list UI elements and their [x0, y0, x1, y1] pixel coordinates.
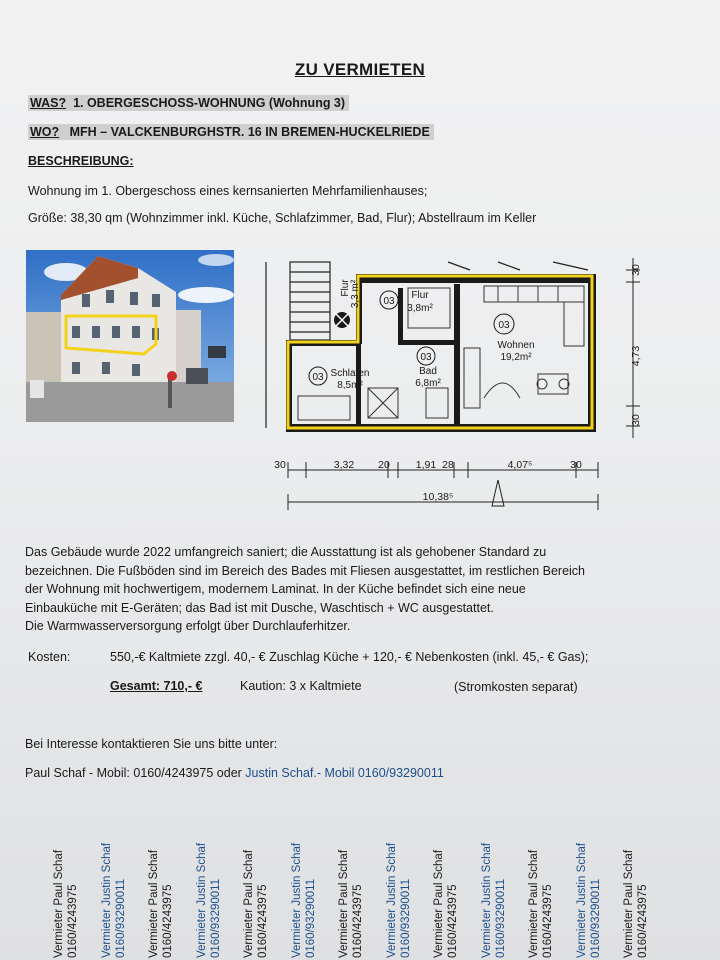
room-flur-1-area: 3,3 m² — [350, 279, 361, 309]
room-flur-2-name: Flur — [411, 290, 429, 301]
dim-right-2: 30 — [630, 414, 642, 426]
tab-phone-number: 0160/93290011 — [114, 878, 127, 958]
wo-value: MFH – VALCKENBURGHSTR. 16 IN BREMEN-HUCKELRIEDE — [69, 125, 430, 139]
tab-landlord-name: Vermieter Paul Schaf — [338, 849, 350, 958]
dim-bottom-2: 20 — [378, 459, 390, 471]
room-flur-2-num: 03 — [383, 296, 395, 307]
tear-off-tab — [100, 822, 148, 960]
tear-off-tab — [337, 822, 385, 960]
tab-landlord-name: Vermieter Justin Schaf — [100, 842, 113, 958]
tab-phone-number: 0160/93290011 — [304, 878, 317, 958]
room-schlafen-num: 03 — [312, 372, 324, 383]
dim-total: 10,38⁵ — [422, 491, 454, 503]
tab-landlord-name: Vermieter Paul Schaf — [243, 849, 255, 958]
wo-line — [28, 125, 434, 139]
description-line: Die Warmwasserversorgung erfolgt über Durchlauferhitzer. — [25, 619, 351, 633]
wo-label: WO? — [30, 125, 60, 139]
tear-off-tab — [147, 822, 195, 960]
description-line: bezeichnen. Die Fußböden sind im Bereich des Bades mit Fliesen ausgestattet, im restlichen Bereich — [25, 563, 586, 578]
room-flur-1-name: Flur — [340, 279, 351, 297]
contact-line — [25, 766, 444, 780]
gesamt-text: Gesamt: 710,- € — [110, 679, 203, 693]
dim-bottom-0: 30 — [274, 459, 286, 471]
tear-off-tab — [527, 822, 575, 960]
floor-plan — [258, 248, 678, 523]
description-line: der Wohnung mit hochwertigem, modernem Laminat. In der Küche befindet sich eine neue — [25, 582, 526, 596]
room-bad-num: 03 — [420, 352, 432, 363]
tab-phone-number: 0160/93290011 — [209, 878, 222, 958]
tab-phone-number: 0160/4243975 — [447, 884, 459, 958]
tab-landlord-name: Vermieter Paul Schaf — [53, 849, 65, 958]
tear-off-tab — [195, 822, 243, 960]
tab-phone-number: 0160/93290011 — [399, 878, 412, 958]
tear-off-tab — [290, 822, 338, 960]
tab-phone-number: 0160/4243975 — [67, 884, 79, 958]
room-bad-name: Bad — [419, 366, 437, 377]
dim-bottom-1: 3,32 — [333, 459, 355, 471]
room-bad-area: 6,8m² — [415, 378, 441, 389]
dim-right-0: 30 — [630, 264, 642, 276]
tear-off-tab — [480, 822, 528, 960]
tab-landlord-name: Vermieter Paul Schaf — [433, 849, 445, 958]
kosten-text: 550,-€ Kaltmiete zzgl. 40,- € Zuschlag Küche + 120,- € Nebenkosten (inkl. 45,- € Gas); — [110, 650, 589, 664]
tear-off-tab — [242, 822, 290, 960]
room-wohnen-name: Wohnen — [497, 340, 535, 351]
dim-bottom-3: 1,91 — [415, 459, 437, 471]
room-wohnen-area: 19,2m² — [500, 352, 532, 363]
tear-off-tab — [575, 822, 623, 960]
tab-landlord-name: Vermieter Justin Schaf — [480, 842, 493, 958]
beschreibung-heading: BESCHREIBUNG: — [28, 154, 134, 168]
tab-landlord-name: Vermieter Justin Schaf — [195, 842, 208, 958]
tab-phone-number: 0160/4243975 — [542, 884, 554, 958]
tab-landlord-name: Vermieter Justin Schaf — [290, 842, 303, 958]
tab-landlord-name: Vermieter Paul Schaf — [623, 849, 635, 958]
tab-landlord-name: Vermieter Paul Schaf — [528, 849, 540, 958]
room-schlafen-name: Schlafen — [330, 368, 370, 379]
dim-right-1: 4,73 — [630, 345, 642, 367]
tear-off-tab — [385, 822, 433, 960]
tab-phone-number: 0160/93290011 — [589, 878, 602, 958]
size-text: Größe: 38,30 qm (Wohnzimmer inkl. Küche, Schlafzimmer, Bad, Flur); Abstellraum im Keller — [28, 211, 537, 225]
kaution-text: Kaution: 3 x Kaltmiete — [240, 679, 362, 693]
tab-phone-number: 0160/4243975 — [637, 884, 649, 958]
was-line — [28, 96, 349, 110]
kosten-label: Kosten: — [28, 650, 71, 664]
contact-justin: Justin Schaf.- Mobil 0160/93290011 — [245, 766, 444, 780]
tab-phone-number: 0160/4243975 — [257, 884, 269, 958]
description-paragraph — [25, 543, 635, 636]
tear-off-tab — [432, 822, 480, 960]
description-line: Das Gebäude wurde 2022 umfangreich saniert; die Ausstattung ist als gehobener Standard zu — [25, 545, 547, 559]
was-value: 1. OBERGESCHOSS-WOHNUNG (Wohnung 3) — [73, 96, 346, 110]
was-label: WAS? — [30, 96, 67, 110]
room-flur-2-area: 3,8m² — [407, 303, 433, 314]
description-line: Einbauküche mit E-Geräten; das Bad ist mit Dusche, Waschtisch + WC ausgestattet. — [25, 600, 494, 615]
tab-phone-number: 0160/4243975 — [352, 884, 364, 958]
contact-paul: Paul Schaf - Mobil: 0160/4243975 oder — [25, 766, 246, 780]
tab-phone-number: 0160/4243975 — [162, 884, 174, 958]
room-schlafen-area: 8,5m² — [337, 380, 363, 391]
tab-landlord-name: Vermieter Justin Schaf — [385, 842, 398, 958]
strom-text: (Stromkosten separat) — [454, 680, 578, 694]
building-photo — [26, 250, 234, 422]
tab-phone-number: 0160/93290011 — [494, 878, 507, 958]
room-wohnen-num: 03 — [498, 320, 510, 331]
tab-landlord-name: Vermieter Paul Schaf — [148, 849, 160, 958]
tear-off-tab — [622, 822, 670, 960]
dim-bottom-6: 30 — [570, 459, 582, 471]
dim-bottom-4: 28 — [442, 459, 454, 471]
intro-text: Wohnung im 1. Obergeschoss eines kernsanierten Mehrfamilienhauses; — [28, 184, 428, 198]
tab-landlord-name: Vermieter Justin Schaf — [575, 842, 588, 958]
page-title: ZU VERMIETEN — [294, 60, 426, 79]
dim-bottom-5: 4,07⁵ — [507, 459, 533, 471]
contact-intro: Bei Interesse kontaktieren Sie uns bitte unter: — [25, 737, 278, 751]
tear-off-tab — [52, 822, 100, 960]
